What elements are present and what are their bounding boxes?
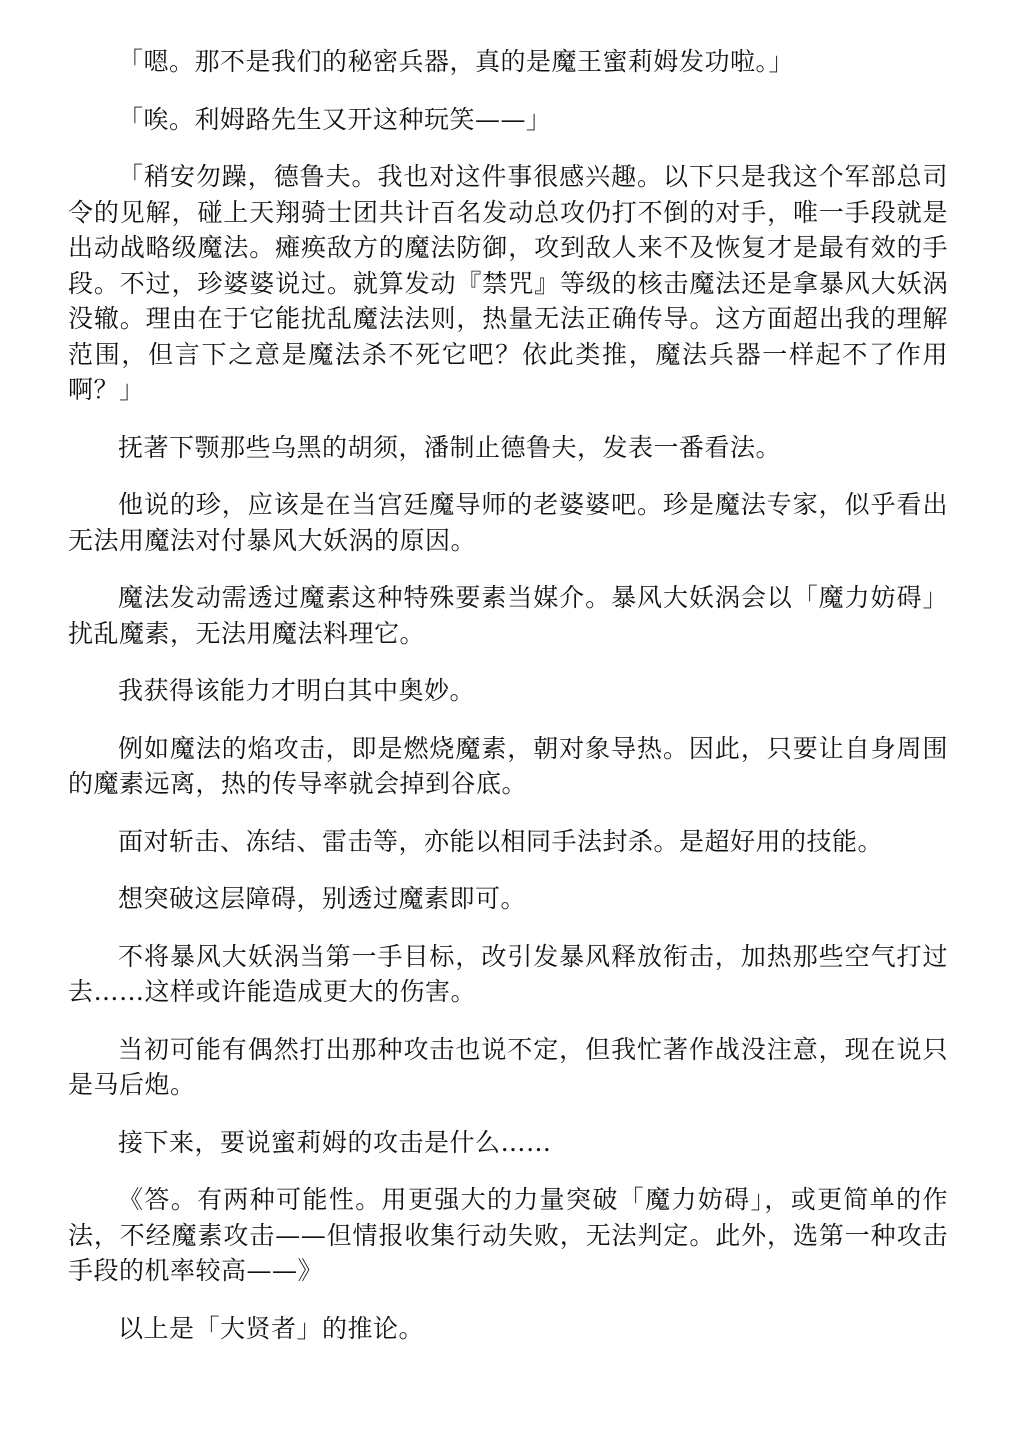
paragraph-14: 《答。有两种可能性。用更强大的力量突破「魔力妨碍」，或更简单的作法，不经魔素攻击——但情报收集行动失败，无法判定。此外，选第一种攻击手段的机率较高——》: [68, 1185, 948, 1285]
paragraph-2: 「唉。利姆路先生又开这种玩笑——」: [118, 104, 552, 134]
paragraph-1: 「嗯。那不是我们的秘密兵器，真的是魔王蜜莉姆发功啦。」: [118, 47, 795, 76]
paragraph-6: 魔法发动需透过魔素这种特殊要素当媒介。暴风大妖涡会以「魔力妨碍」扰乱魔素，无法用魔法料理它。: [68, 583, 948, 648]
paragraph-13: 接下来，要说蜜莉姆的攻击是什么……: [118, 1127, 552, 1157]
paragraph-4: 抚著下颚那些乌黑的胡须，潘制止德鲁夫，发表一番看法。: [118, 432, 782, 462]
paragraph-5: 他说的珍，应该是在当宫廷魔导师的老婆婆吧。珍是魔法专家，似乎看出无法用魔法对付暴风大妖涡的原因。: [68, 490, 948, 555]
paragraph-10: 想突破这层障碍，别透过魔素即可。: [118, 884, 527, 913]
paragraph-3: 「稍安勿躁，德鲁夫。我也对这件事很感兴趣。以下只是我这个军部总司令的见解，碰上天翔骑士团共计百名发动总攻仍打不倒的对手，唯一手段就是出动战略级魔法。瘫痪敌方的魔法防御，攻到敌人来不及恢复才是最有效的手段。不过，珍婆婆说过。就算发动『禁咒』等级的核击魔法还是拿暴风大妖涡没辙。理由在于它能扰乱魔法法则，热量无法正确传导。这方面超出我的理解范围，但言下之意是魔法杀不死它吧？依此类推，魔法兵器一样起不了作用啊？」: [68, 162, 948, 404]
paragraph-12: 当初可能有偶然打出那种攻击也说不定，但我忙著作战没注意，现在说只是马后炮。: [68, 1034, 948, 1099]
paragraph-15: 以上是「大贤者」的推论。: [118, 1313, 425, 1343]
paragraph-9: 面对斩击、冻结、雷击等，亦能以相同手法封杀。是超好用的技能。: [118, 826, 884, 856]
paragraph-8: 例如魔法的焰攻击，即是燃烧魔素，朝对象导热。因此，只要让自身周围的魔素远离，热的传导率就会掉到谷底。: [68, 733, 948, 798]
paragraph-7: 我获得该能力才明白其中奥妙。: [118, 676, 476, 705]
paragraph-11: 不将暴风大妖涡当第一手目标，改引发暴风释放衔击，加热那些空气打过去……这样或许能造成更大的伤害。: [68, 941, 948, 1006]
body-text: [68, 44, 948, 1368]
